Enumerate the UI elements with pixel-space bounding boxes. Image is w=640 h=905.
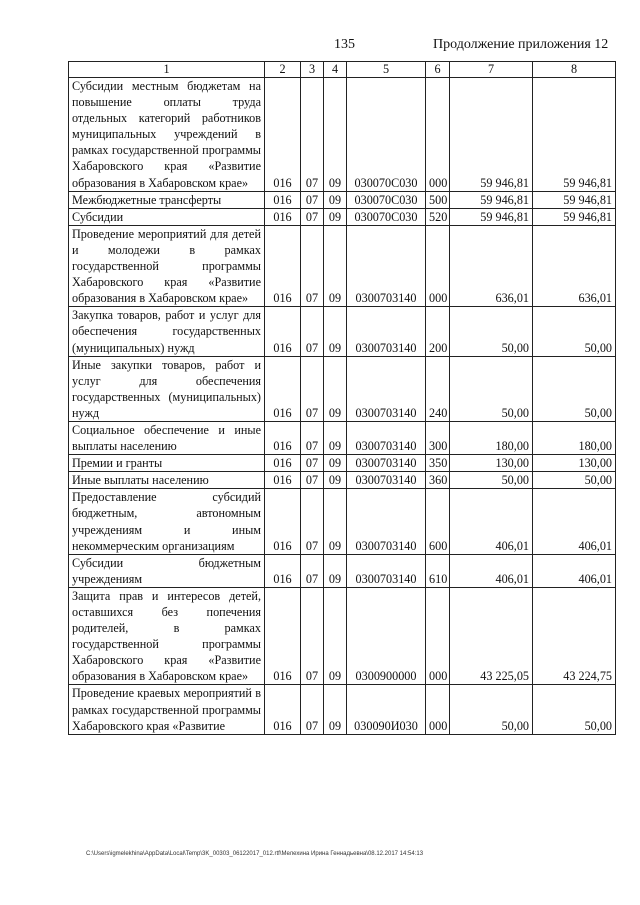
expense-type-cell: 000 bbox=[426, 685, 450, 734]
column-header: 7 bbox=[450, 62, 533, 78]
expense-type-cell: 350 bbox=[426, 455, 450, 472]
ministry-code-cell: 016 bbox=[265, 191, 301, 208]
column-header: 2 bbox=[265, 62, 301, 78]
row-name-cell: Субсидии местным бюджетам на повышение оплаты труда отдельных категорий работников муниципальных учреждений в рамках государственной программы Хабаровского края «Развитие образования в Хабаровском крае» bbox=[69, 78, 265, 192]
section-code-cell: 07 bbox=[301, 78, 324, 192]
row-name-cell: Премии и гранты bbox=[69, 455, 265, 472]
amount-cell: 50,00 bbox=[533, 307, 616, 356]
page-number: 135 bbox=[334, 37, 355, 52]
ministry-code-cell: 016 bbox=[265, 307, 301, 356]
table-row bbox=[69, 356, 616, 421]
row-name-cell: Проведение мероприятий для детей и молодежи в рамках государственной программы Хабаровского края «Развитие образования в Хабаровском крае» bbox=[69, 225, 265, 306]
expense-type-cell: 500 bbox=[426, 191, 450, 208]
subsection-code-cell: 09 bbox=[324, 356, 347, 421]
ministry-code-cell: 016 bbox=[265, 78, 301, 192]
row-name-cell: Субсидии бюджетным учреждениям bbox=[69, 554, 265, 587]
amount-cell: 50,00 bbox=[450, 307, 533, 356]
amount-cell: 636,01 bbox=[450, 225, 533, 306]
amount-cell: 43 224,75 bbox=[533, 587, 616, 685]
section-code-cell: 07 bbox=[301, 489, 324, 554]
amount-cell: 130,00 bbox=[450, 455, 533, 472]
row-name-cell: Социальное обеспечение и иные выплаты населению bbox=[69, 421, 265, 454]
target-article-cell: 030070С030 bbox=[347, 191, 426, 208]
subsection-code-cell: 09 bbox=[324, 455, 347, 472]
amount-cell: 130,00 bbox=[533, 455, 616, 472]
section-code-cell: 07 bbox=[301, 421, 324, 454]
subsection-code-cell: 09 bbox=[324, 307, 347, 356]
amount-cell: 43 225,05 bbox=[450, 587, 533, 685]
subsection-code-cell: 09 bbox=[324, 208, 347, 225]
table-body bbox=[69, 78, 616, 735]
ministry-code-cell: 016 bbox=[265, 587, 301, 685]
expense-type-cell: 000 bbox=[426, 78, 450, 192]
target-article-cell: 0300703140 bbox=[347, 455, 426, 472]
ministry-code-cell: 016 bbox=[265, 455, 301, 472]
ministry-code-cell: 016 bbox=[265, 554, 301, 587]
row-name-cell: Субсидии bbox=[69, 208, 265, 225]
amount-cell: 406,01 bbox=[450, 554, 533, 587]
section-code-cell: 07 bbox=[301, 191, 324, 208]
ministry-code-cell: 016 bbox=[265, 356, 301, 421]
subsection-code-cell: 09 bbox=[324, 554, 347, 587]
column-header: 5 bbox=[347, 62, 426, 78]
expense-type-cell: 610 bbox=[426, 554, 450, 587]
subsection-code-cell: 09 bbox=[324, 489, 347, 554]
amount-cell: 50,00 bbox=[450, 356, 533, 421]
target-article-cell: 030090И030 bbox=[347, 685, 426, 734]
table-row bbox=[69, 472, 616, 489]
row-name-cell: Проведение краевых мероприятий в рамках государственной программы Хабаровского края «Развитие bbox=[69, 685, 265, 734]
expense-type-cell: 520 bbox=[426, 208, 450, 225]
ministry-code-cell: 016 bbox=[265, 472, 301, 489]
amount-cell: 59 946,81 bbox=[450, 78, 533, 192]
subsection-code-cell: 09 bbox=[324, 191, 347, 208]
row-name-cell: Закупка товаров, работ и услуг для обеспечения государственных (муниципальных) нужд bbox=[69, 307, 265, 356]
column-header: 4 bbox=[324, 62, 347, 78]
expense-type-cell: 600 bbox=[426, 489, 450, 554]
section-code-cell: 07 bbox=[301, 225, 324, 306]
amount-cell: 180,00 bbox=[533, 421, 616, 454]
target-article-cell: 0300703140 bbox=[347, 472, 426, 489]
expense-type-cell: 200 bbox=[426, 307, 450, 356]
section-code-cell: 07 bbox=[301, 685, 324, 734]
subsection-code-cell: 09 bbox=[324, 587, 347, 685]
amount-cell: 636,01 bbox=[533, 225, 616, 306]
subsection-code-cell: 09 bbox=[324, 685, 347, 734]
row-name-cell: Иные закупки товаров, работ и услуг для обеспечения государственных (муниципальных) нужд bbox=[69, 356, 265, 421]
amount-cell: 406,01 bbox=[450, 489, 533, 554]
section-code-cell: 07 bbox=[301, 356, 324, 421]
amount-cell: 50,00 bbox=[533, 685, 616, 734]
ministry-code-cell: 016 bbox=[265, 489, 301, 554]
target-article-cell: 030070С030 bbox=[347, 78, 426, 192]
expense-type-cell: 000 bbox=[426, 225, 450, 306]
expense-type-cell: 360 bbox=[426, 472, 450, 489]
ministry-code-cell: 016 bbox=[265, 225, 301, 306]
table-row bbox=[69, 489, 616, 554]
amount-cell: 59 946,81 bbox=[533, 208, 616, 225]
expense-type-cell: 000 bbox=[426, 587, 450, 685]
expense-type-cell: 300 bbox=[426, 421, 450, 454]
amount-cell: 50,00 bbox=[533, 472, 616, 489]
column-header: 1 bbox=[69, 62, 265, 78]
subsection-code-cell: 09 bbox=[324, 421, 347, 454]
subsection-code-cell: 09 bbox=[324, 472, 347, 489]
row-name-cell: Межбюджетные трансферты bbox=[69, 191, 265, 208]
column-header: 3 bbox=[301, 62, 324, 78]
section-code-cell: 07 bbox=[301, 307, 324, 356]
table-row bbox=[69, 208, 616, 225]
target-article-cell: 0300703140 bbox=[347, 356, 426, 421]
table-header-row bbox=[69, 62, 616, 78]
subsection-code-cell: 09 bbox=[324, 225, 347, 306]
section-code-cell: 07 bbox=[301, 455, 324, 472]
table-row bbox=[69, 191, 616, 208]
row-name-cell: Предоставление субсидий бюджетным, автономным учреждениям и иным некоммерческим организациям bbox=[69, 489, 265, 554]
amount-cell: 50,00 bbox=[450, 685, 533, 734]
ministry-code-cell: 016 bbox=[265, 685, 301, 734]
section-code-cell: 07 bbox=[301, 472, 324, 489]
appendix-continuation-note: Продолжение приложения 12 bbox=[433, 37, 609, 52]
table-row bbox=[69, 421, 616, 454]
amount-cell: 59 946,81 bbox=[533, 78, 616, 192]
ministry-code-cell: 016 bbox=[265, 421, 301, 454]
section-code-cell: 07 bbox=[301, 587, 324, 685]
column-header: 6 bbox=[426, 62, 450, 78]
amount-cell: 59 946,81 bbox=[533, 191, 616, 208]
table-row bbox=[69, 455, 616, 472]
amount-cell: 59 946,81 bbox=[450, 191, 533, 208]
amount-cell: 180,00 bbox=[450, 421, 533, 454]
table-row bbox=[69, 554, 616, 587]
expense-type-cell: 240 bbox=[426, 356, 450, 421]
section-code-cell: 07 bbox=[301, 554, 324, 587]
table-row bbox=[69, 685, 616, 734]
table-row bbox=[69, 587, 616, 685]
amount-cell: 59 946,81 bbox=[450, 208, 533, 225]
table-row bbox=[69, 225, 616, 306]
section-code-cell: 07 bbox=[301, 208, 324, 225]
column-header: 8 bbox=[533, 62, 616, 78]
amount-cell: 406,01 bbox=[533, 554, 616, 587]
target-article-cell: 0300703140 bbox=[347, 307, 426, 356]
file-path-footer: C:\Users\igmelekhina\AppData\Local\Temp\3K_00303_06122017_012.rtf\Мелехина Ирина Геннадьевна\08.12.2017 14:54:13 bbox=[86, 851, 424, 857]
target-article-cell: 0300703140 bbox=[347, 421, 426, 454]
amount-cell: 50,00 bbox=[533, 356, 616, 421]
target-article-cell: 0300703140 bbox=[347, 489, 426, 554]
table-row bbox=[69, 307, 616, 356]
budget-table bbox=[68, 61, 616, 735]
ministry-code-cell: 016 bbox=[265, 208, 301, 225]
target-article-cell: 0300900000 bbox=[347, 587, 426, 685]
target-article-cell: 030070С030 bbox=[347, 208, 426, 225]
amount-cell: 50,00 bbox=[450, 472, 533, 489]
row-name-cell: Защита прав и интересов детей, оставшихся без попечения родителей, в рамках государственной программы Хабаровского края «Развитие образования в Хабаровском крае» bbox=[69, 587, 265, 685]
subsection-code-cell: 09 bbox=[324, 78, 347, 192]
row-name-cell: Иные выплаты населению bbox=[69, 472, 265, 489]
table-row bbox=[69, 78, 616, 192]
target-article-cell: 0300703140 bbox=[347, 554, 426, 587]
target-article-cell: 0300703140 bbox=[347, 225, 426, 306]
amount-cell: 406,01 bbox=[533, 489, 616, 554]
